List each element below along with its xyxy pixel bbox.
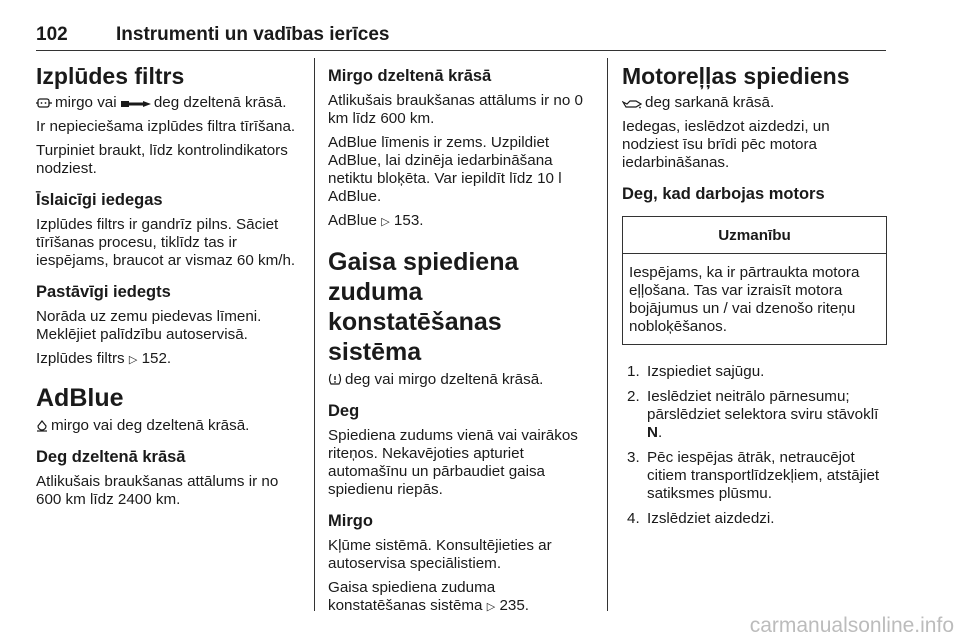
running-heading: Deg, kad darbojas motors — [622, 185, 825, 203]
tpms-heading: Gaisa spiediena zuduma konstatēšanas sistēma — [328, 248, 519, 366]
filter-indicator-line: mirgo vai deg dzeltenā krāsā. — [36, 94, 302, 112]
watermark: carmanualsonline.info — [749, 614, 954, 637]
triangle-right-icon: ▷ — [486, 601, 496, 613]
brief-heading: Īslaicīgi iedegas — [36, 191, 163, 209]
filter-p2: Ir nepieciešama izplūdes filtra tīrīšana. — [36, 118, 296, 135]
reference-link[interactable]: 153. — [393, 212, 424, 229]
brief-text: Izplūdes filtrs ir gandrīz pilns. Sāciet tīrīšanas procesu, tiklīdz tas ir iespējams, braucot ar vismaz 60 km/h. — [36, 216, 296, 269]
deg-heading: Deg — [328, 402, 360, 420]
column-1 — [36, 60, 302, 515]
blink-heading: Mirgo dzeltenā krāsā — [328, 67, 492, 85]
reference-link[interactable]: 152. — [141, 350, 172, 367]
adblue-icon — [36, 420, 48, 432]
column-2 — [328, 60, 596, 622]
column-divider-1 — [314, 58, 315, 611]
list-item: 4. Izslēdziet aizdedzi. — [627, 510, 775, 527]
glow-plug-icon — [121, 99, 151, 109]
column-divider-2 — [607, 58, 608, 611]
oil-indicator-line: deg sarkanā krāsā. — [622, 94, 887, 112]
blink-p1: Atlikušais braukšanas attālums ir no 0 km līdz 600 km. — [328, 92, 583, 127]
list-item: 2. Ieslēdziet neitrālo pārnesumu; pārslēdziet selektora sviru stāvoklī N. — [627, 388, 879, 441]
yellow-heading: Deg dzeltenā krāsā — [36, 448, 186, 466]
page-header-title: Instrumenti un vadības ierīces — [116, 24, 390, 45]
triangle-right-icon: ▷ — [128, 354, 138, 366]
oil-text: Iedegas, ieslēdzot aizdedzi, un nodziest īsu brīdi pēc motora iedarbināšanas. — [622, 118, 830, 171]
tire-pressure-icon — [328, 373, 342, 386]
mirgo-heading: Mirgo — [328, 512, 373, 530]
reference-link[interactable]: 235. — [499, 597, 529, 614]
oil-can-icon — [622, 99, 642, 109]
oil-heading: Motoreļļas spiediens — [622, 63, 850, 89]
blink-reference: AdBlue ▷ 153. — [328, 212, 424, 229]
header-rule — [36, 50, 886, 51]
caution-title: Uzmanību — [623, 217, 886, 254]
perm-text: Norāda uz zemu piedevas līmeni. Meklējiet palīdzību autoservisā. — [36, 308, 262, 343]
blink-p2: AdBlue līmenis ir zems. Uzpildiet AdBlue, lai dzinēja iedarbināšana netiktu bloķēta. Var iepildīt līdz 10 l AdBlue. — [328, 134, 562, 205]
page-number: 102 — [36, 24, 68, 45]
column-3 — [622, 60, 887, 535]
filter-p3: Turpiniet braukt, līdz kontrolindikators nodziest. — [36, 142, 288, 177]
mirgo-text: Kļūme sistēmā. Konsultējieties ar autoservisa speciālistiem. — [328, 537, 552, 572]
perm-reference: Izplūdes filtrs ▷ 152. — [36, 350, 172, 367]
caution-box — [622, 216, 887, 345]
list-item: 1. Izspiediet sajūgu. — [627, 363, 765, 380]
caution-text: Iespējams, ka ir pārtraukta motora eļļošana. Tas var izraisīt motora bojājumus un / vai dzenošo riteņu nobloķēšanos. — [629, 264, 860, 335]
triangle-right-icon: ▷ — [381, 216, 390, 228]
tpms-indicator-line: deg vai mirgo dzeltenā krāsā. — [328, 371, 596, 389]
yellow-text: Atlikušais braukšanas attālums ir no 600 km līdz 2400 km. — [36, 473, 279, 508]
adblue-heading: AdBlue — [36, 384, 124, 412]
perm-heading: Pastāvīgi iedegts — [36, 283, 171, 301]
list-item: 3. Pēc iespējas ātrāk, netraucējot citiem transportlīdzekļiem, atstājiet satiksmes plūsmu. — [627, 449, 880, 502]
filter-heading: Izplūdes filtrs — [36, 63, 185, 89]
mirgo-reference: Gaisa spiediena zuduma konstatēšanas sistēma ▷ 235. — [328, 579, 529, 614]
exhaust-filter-icon — [36, 97, 52, 109]
deg-text: Spiediena zudums vienā vai vairākos riteņos. Nekavējoties apturiet automašīnu un pārbaudiet gaisa spiedienu riepās. — [328, 427, 578, 498]
steps-list — [622, 363, 887, 528]
adblue-indicator-line: mirgo vai deg dzeltenā krāsā. — [36, 417, 302, 435]
